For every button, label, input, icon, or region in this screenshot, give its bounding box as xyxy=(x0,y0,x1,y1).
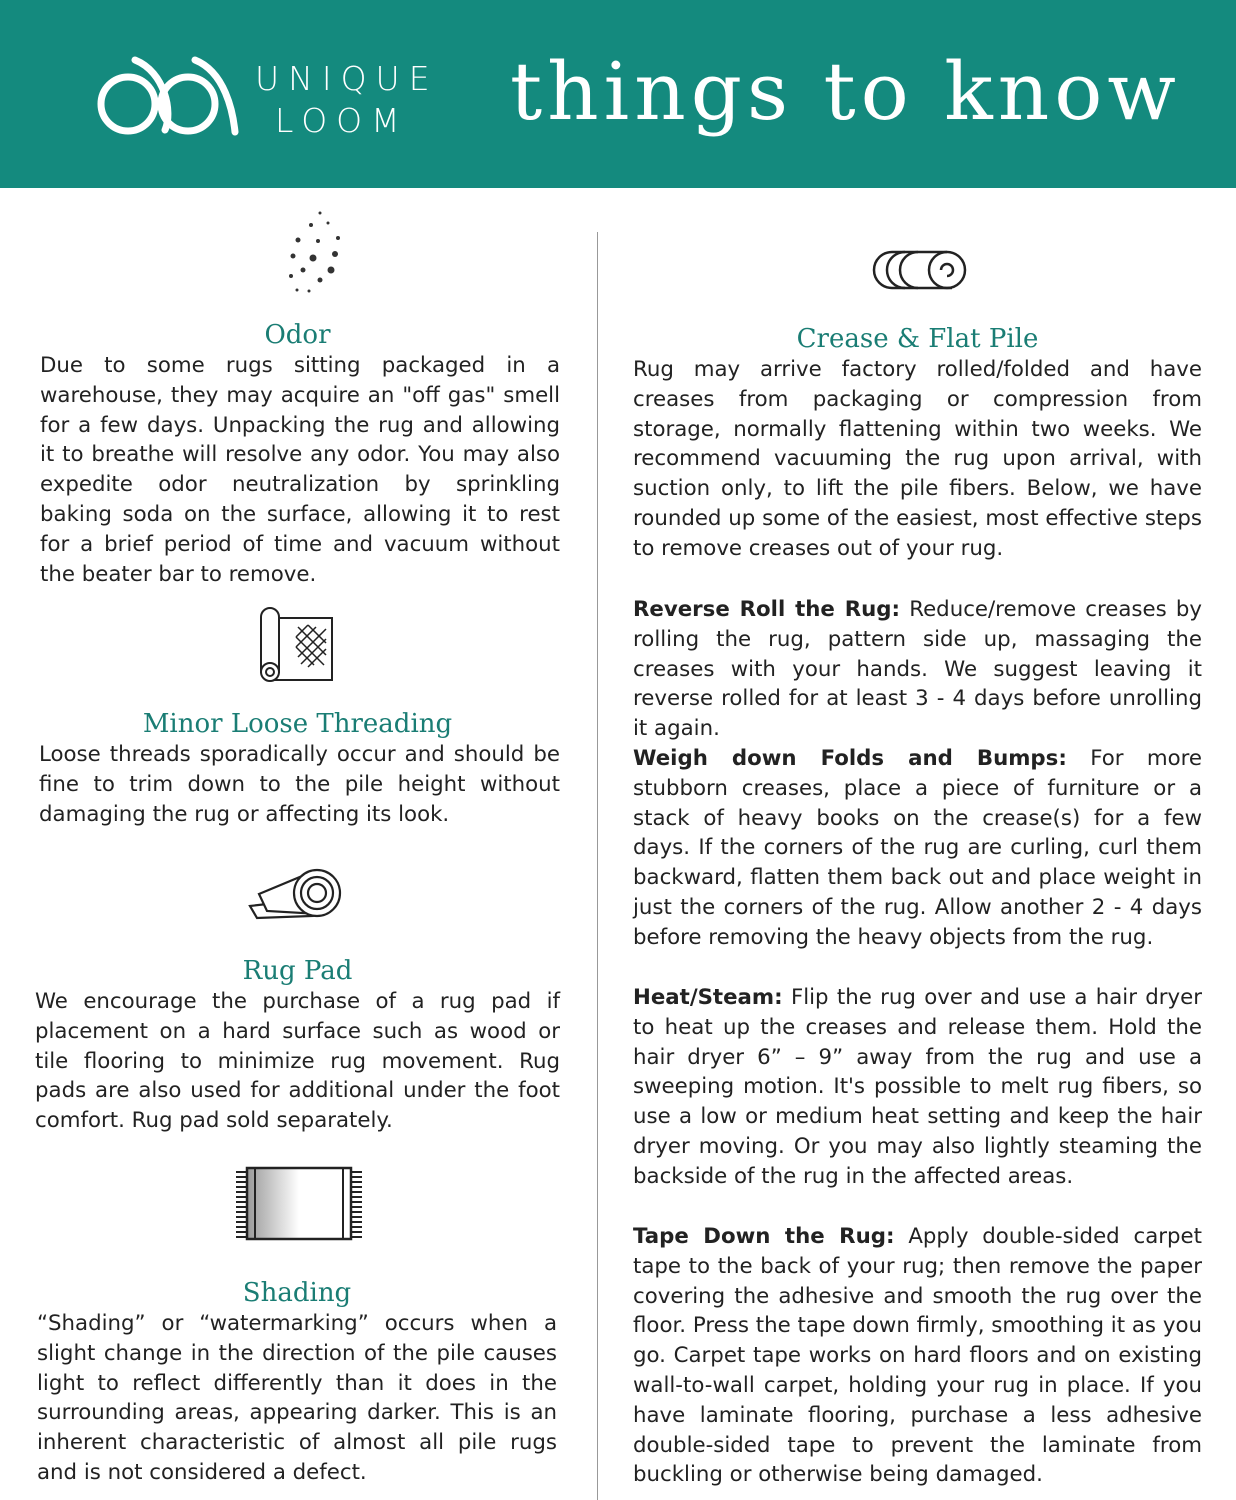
page-title: things to know xyxy=(510,45,1181,138)
section-crease-flat-pile xyxy=(633,323,1202,564)
shaded-rug-icon xyxy=(235,1166,363,1242)
section-odor xyxy=(35,319,560,589)
step-text: For more stubborn creases, place a piece of furniture or a stack of heavy books on the crease(s) for a few days. If the corners of the rug are curling, curl them backward, flatten them back out and place weight in just the corners of the rug. Allow another 2 - 4 days before removing the heavy objects from the rug. xyxy=(633,746,1202,950)
dots-odor-icon xyxy=(283,208,353,298)
step-text: Apply double-sided carpet tape to the back of your rug; then remove the paper covering the adhesive and smooth the rug over the floor. Press the tape down firmly, smoothing it as you go. Carpet tape works on hard floors and on existing wall-to-wall carpet, holding your rug in place. If you have laminate flooring, purchase a less adhesive double-sided tape to prevent the laminate from buckling or otherwise being damaged. xyxy=(633,1224,1202,1488)
rolled-pad-icon xyxy=(247,866,345,924)
section-body: “Shading” or “watermarking” occurs when a slight change in the direction of the pile causes light to reflect differently than it does in the surrounding areas, appearing darker. This is an inherent characteristic of almost all pile rugs and is not considered a defect. xyxy=(37,1311,557,1485)
step-text: Flip the rug over and use a hair dryer to heat up the creases and release them. Hold the hair dryer 6” – 9” away from the rug and use a sweeping motion. It's possible to melt rug fibers, so use a low or medium heat setting and keep the hair dryer moving. Or you may also lightly steaming the backside of the rug in the affected areas. xyxy=(633,985,1202,1189)
section-heading: Shading xyxy=(242,1278,352,1308)
step-heat-steam xyxy=(633,983,1202,1192)
brand-line-2: LOOM xyxy=(275,101,409,140)
step-label: Weigh down Folds and Bumps: xyxy=(633,746,1067,771)
unique-loom-logo-icon xyxy=(95,52,240,137)
step-label: Tape Down the Rug: xyxy=(633,1224,895,1249)
rolled-rug-icon xyxy=(872,248,974,292)
section-heading: Crease & Flat Pile xyxy=(796,324,1039,354)
step-text: Reduce/remove creases by rolling the rug, pattern side up, massaging the creases with your hands. We suggest leaving it reverse rolled for at least 3 - 4 days before unrolling it again. xyxy=(633,597,1202,742)
step-tape-down xyxy=(633,1222,1202,1490)
section-heading: Odor xyxy=(264,320,331,350)
section-heading: Rug Pad xyxy=(242,956,353,986)
step-weigh-down xyxy=(633,744,1202,953)
section-body: Loose threads sporadically occur and should be fine to trim down to the pile height without damaging the rug or affecting its look. xyxy=(39,742,560,827)
step-reverse-roll xyxy=(633,595,1202,744)
column-divider xyxy=(597,232,598,1500)
section-shading xyxy=(37,1277,557,1488)
section-intro: Rug may arrive factory rolled/folded and have creases from packaging or compression from storage, normally flattening within two weeks. We recommend vacuuming the rug upon arrival, with suction only, to lift the pile fibers. Below, we have rounded up some of the easiest, most effective steps to remove creases out of your rug. xyxy=(633,357,1202,561)
header-banner xyxy=(0,0,1236,188)
brand-name xyxy=(255,58,439,142)
step-label: Reverse Roll the Rug: xyxy=(633,597,901,622)
brand-line-1: UNIQUE xyxy=(255,59,439,98)
section-body: Due to some rugs sitting packaged in a warehouse, they may acquire an "off gas" smell for a few days. Unpacking the rug and allowing it to breathe will resolve any odor. You may also expedite odor neutralization by sprinkling baking soda on the surface, allowing it to rest for a brief period of time and vacuum without the beater bar to remove. xyxy=(40,353,560,587)
section-minor-loose-threading xyxy=(35,708,560,829)
section-body: We encourage the purchase of a rug pad if placement on a hard surface such as wood or tile flooring to minimize rug movement. Rug pads are also used for additional under the foot comfort. Rug pad sold separately. xyxy=(35,989,560,1134)
step-label: Heat/Steam: xyxy=(633,985,783,1010)
section-heading: Minor Loose Threading xyxy=(142,709,453,739)
rug-thread-icon xyxy=(256,602,338,686)
section-rug-pad xyxy=(35,955,560,1136)
